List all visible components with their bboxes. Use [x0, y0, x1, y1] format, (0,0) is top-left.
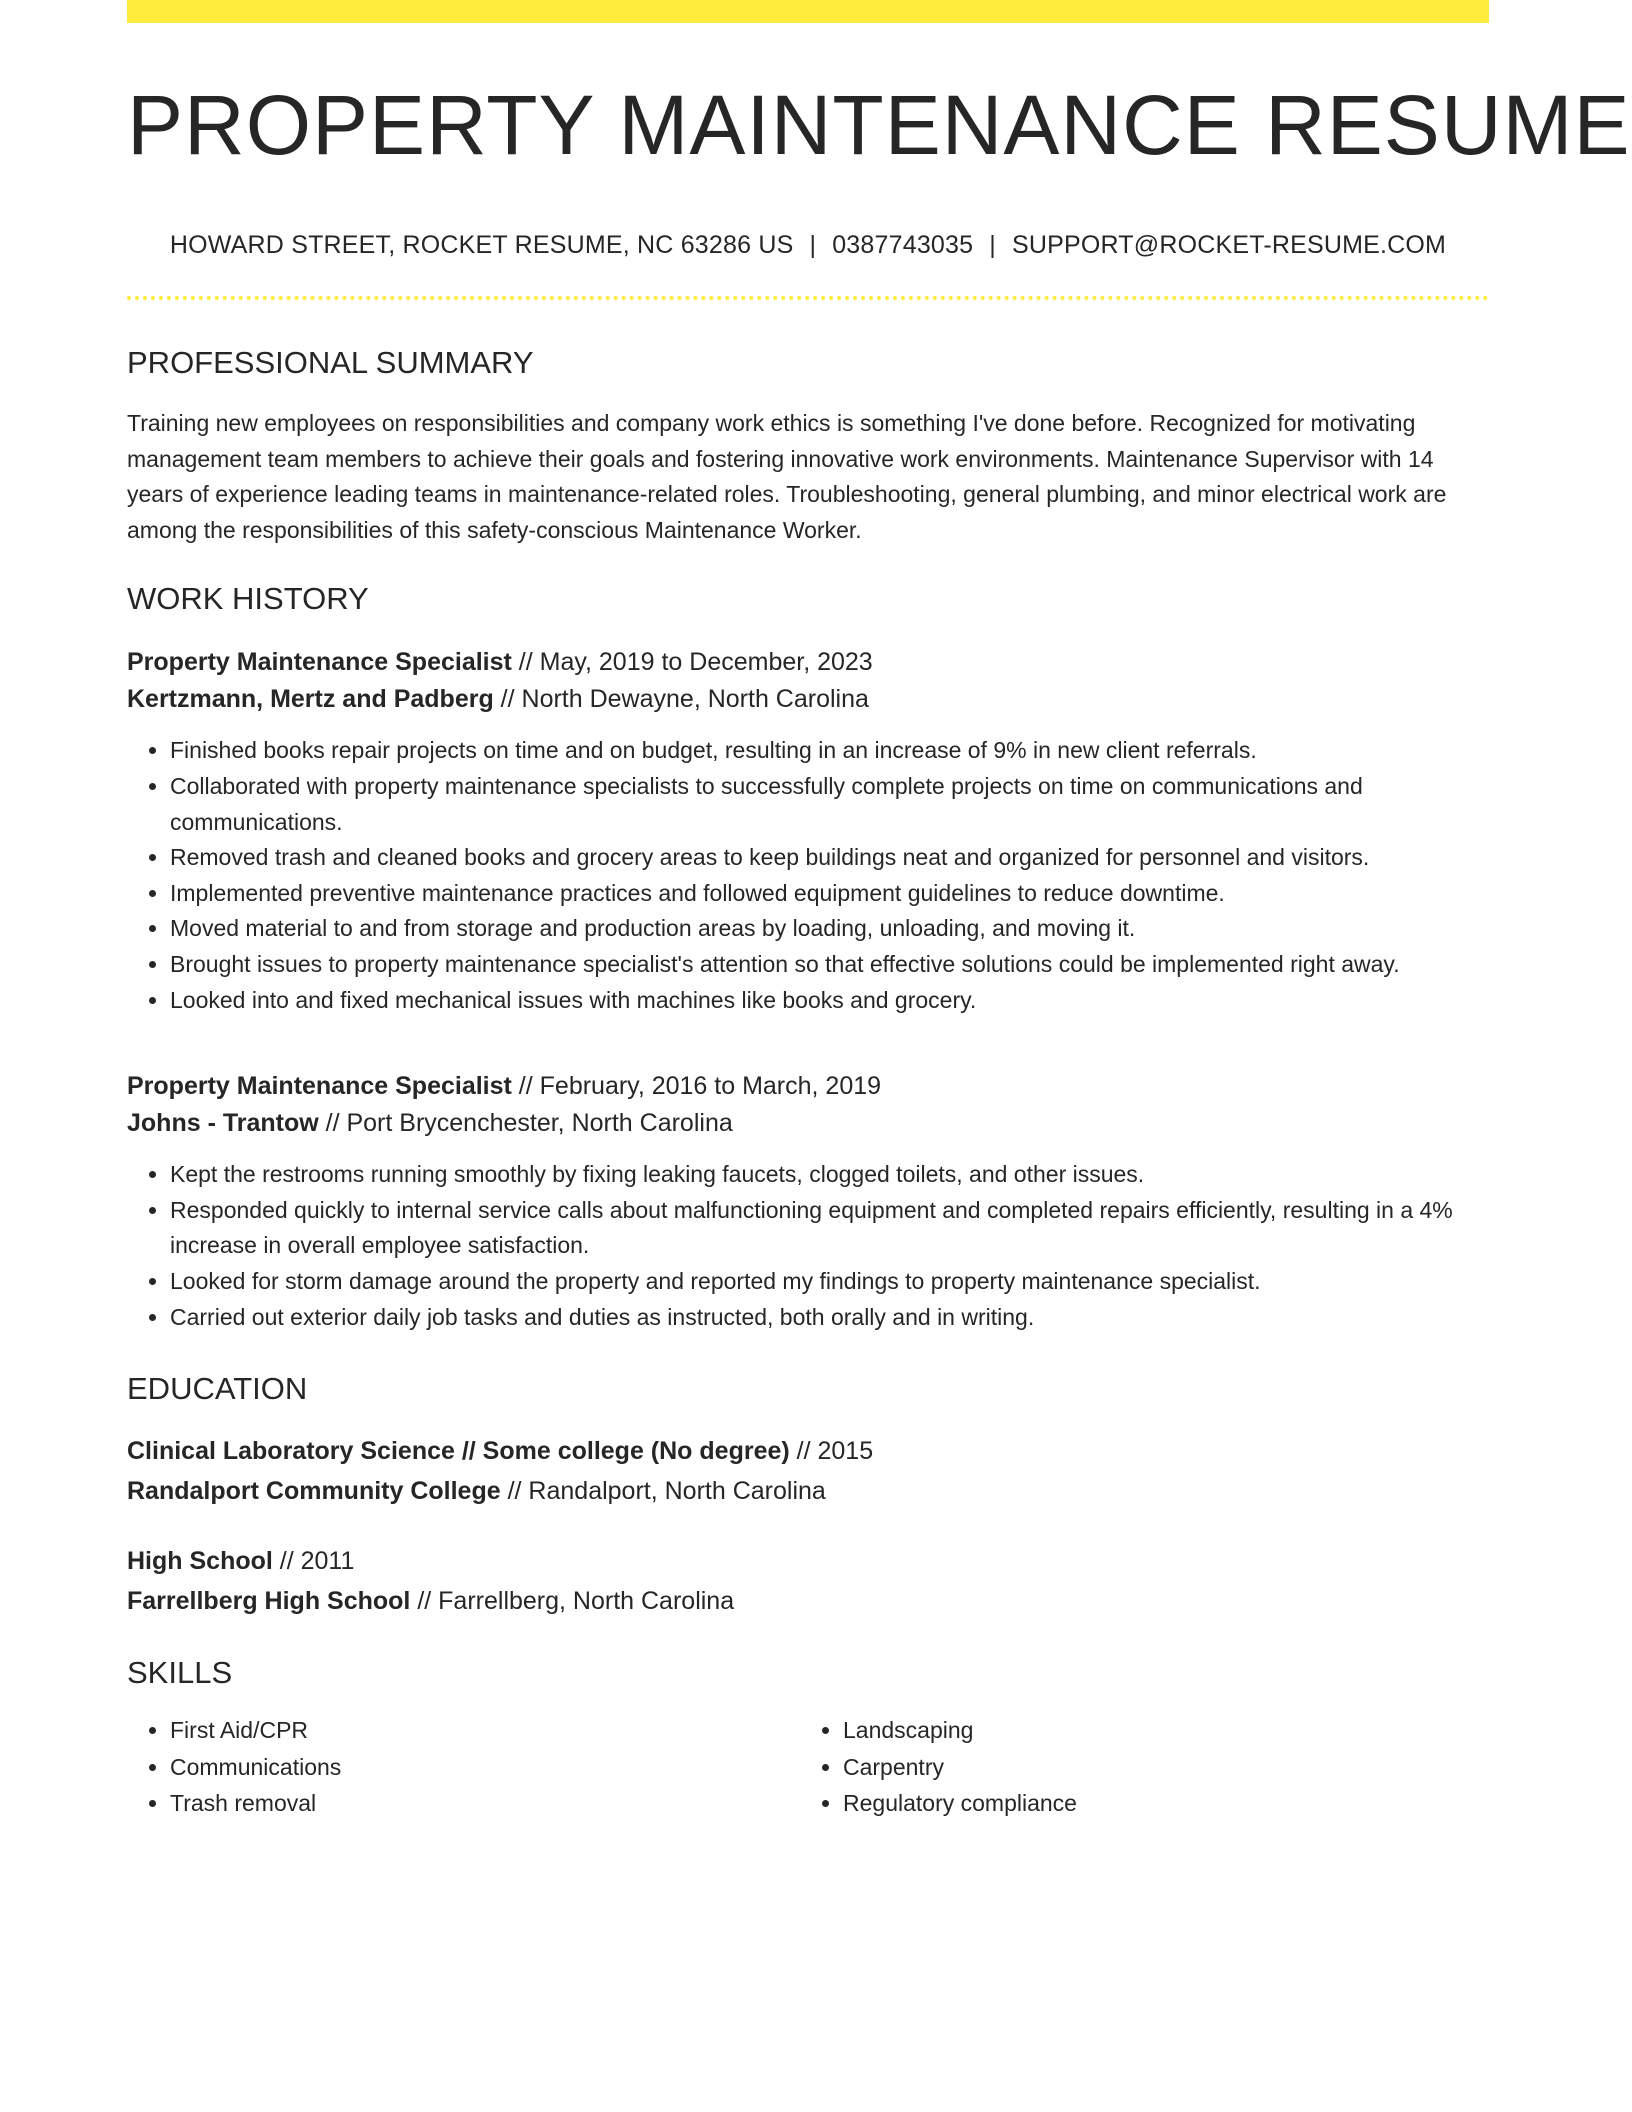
contact-phone: 0387743035 [832, 231, 974, 259]
job-bullet: • Kept the restrooms running smoothly by fixing leaking faucets, clogged toilets, and other issues. [170, 1157, 1489, 1193]
work-history-heading: WORK HISTORY [127, 581, 369, 617]
education-year: // 2015 [789, 1437, 874, 1466]
job-location: // Port Brycenchester, North Carolina [318, 1109, 733, 1138]
job-entry [127, 1068, 1489, 1335]
skill-item: • Trash removal [170, 1785, 800, 1822]
education-school: Randalport Community College [127, 1477, 501, 1506]
skill-item: • Carpentry [843, 1749, 1443, 1786]
job-bullet: • Finished books repair projects on time and on budget, resulting in an increase of 9% in new client referrals. [170, 733, 1489, 769]
job-dates: // May, 2019 to December, 2023 [511, 648, 873, 677]
skill-item: • Landscaping [843, 1712, 1443, 1749]
education-location: // Randalport, North Carolina [500, 1477, 826, 1506]
contact-separator: | [809, 231, 817, 259]
job-company: Johns - Trantow [127, 1109, 319, 1138]
education-degree: Clinical Laboratory Science // Some college (No degree) [127, 1437, 790, 1466]
job-title-line [127, 1068, 1489, 1105]
job-bullet: • Implemented preventive maintenance practices and followed equipment guidelines to reduce downtime. [170, 876, 1489, 912]
job-company-line [127, 681, 1489, 718]
job-company: Kertzmann, Mertz and Padberg [127, 685, 494, 714]
job-bullet: • Looked for storm damage around the property and reported my findings to property maintenance specialist. [170, 1264, 1489, 1300]
job-bullets [127, 1157, 1489, 1335]
education-entry [127, 1541, 1489, 1621]
skills-column-left [127, 1712, 800, 1822]
education-school-line [127, 1581, 1489, 1621]
job-location: // North Dewayne, North Carolina [493, 685, 869, 714]
education-heading: EDUCATION [127, 1371, 308, 1407]
education-school: Farrellberg High School [127, 1587, 411, 1616]
contact-email: SUPPORT@ROCKET-RESUME.COM [1011, 231, 1447, 259]
skill-item: • Regulatory compliance [843, 1785, 1443, 1822]
contact-separator: | [989, 231, 996, 259]
contact-info [127, 233, 1489, 258]
job-entry [127, 644, 1489, 1018]
job-bullet: • Carried out exterior daily job tasks and duties as instructed, both orally and in writing. [170, 1300, 1489, 1336]
summary-text: Training new employees on responsibilities and company work ethics is something I've done before. Recognized for motivating management team members to achieve their goals and fostering innovative work environments. Maintenance Supervisor with 14 years of experience leading teams in maintenance-related roles. Troubleshooting, general plumbing, and minor electrical work are among the responsibilities of this safety-conscious Maintenance Worker. [127, 410, 1447, 543]
accent-top-bar [127, 0, 1489, 23]
skills-column-right [800, 1712, 1443, 1822]
job-bullet: • Collaborated with property maintenance specialists to successfully complete projects on time on communications and communications. [170, 769, 1489, 840]
resume-title: PROPERTY MAINTENANCE RESUME [127, 78, 1631, 172]
job-bullet: • Removed trash and cleaned books and grocery areas to keep buildings neat and organized for personnel and visitors. [170, 840, 1489, 876]
education-entry [127, 1431, 1489, 1511]
skill-item: • Communications [170, 1749, 800, 1786]
job-bullet: • Brought issues to property maintenance specialist's attention so that effective solutions could be implemented right away. [170, 947, 1489, 983]
education-degree: High School [127, 1547, 273, 1576]
job-position: Property Maintenance Specialist [127, 648, 512, 677]
skills-list [127, 1712, 1489, 1822]
skills-heading: SKILLS [127, 1655, 233, 1691]
resume-page [127, 0, 1631, 1822]
education-location: // Farrellberg, North Carolina [410, 1587, 735, 1616]
job-title-line [127, 644, 1489, 681]
job-bullet: • Moved material to and from storage and production areas by loading, unloading, and moving it. [170, 911, 1489, 947]
job-bullet: • Responded quickly to internal service calls about malfunctioning equipment and completed repairs efficiently, resulting in a 4% increase in overall employee satisfaction. [170, 1193, 1489, 1264]
education-school-line [127, 1471, 1489, 1511]
contact-address: HOWARD STREET, ROCKET RESUME, NC 63286 US [169, 231, 794, 259]
job-bullets [127, 733, 1489, 1018]
dotted-divider [127, 296, 1489, 300]
job-company-line [127, 1105, 1489, 1142]
job-dates: // February, 2016 to March, 2019 [511, 1072, 882, 1101]
education-degree-line [127, 1541, 1489, 1581]
summary-heading: PROFESSIONAL SUMMARY [127, 345, 534, 380]
job-bullet: • Looked into and fixed mechanical issues with machines like books and grocery. [170, 983, 1489, 1019]
education-degree-line [127, 1431, 1489, 1471]
skill-item: • First Aid/CPR [170, 1712, 800, 1749]
job-position: Property Maintenance Specialist [127, 1072, 512, 1101]
education-year: // 2011 [272, 1547, 355, 1576]
